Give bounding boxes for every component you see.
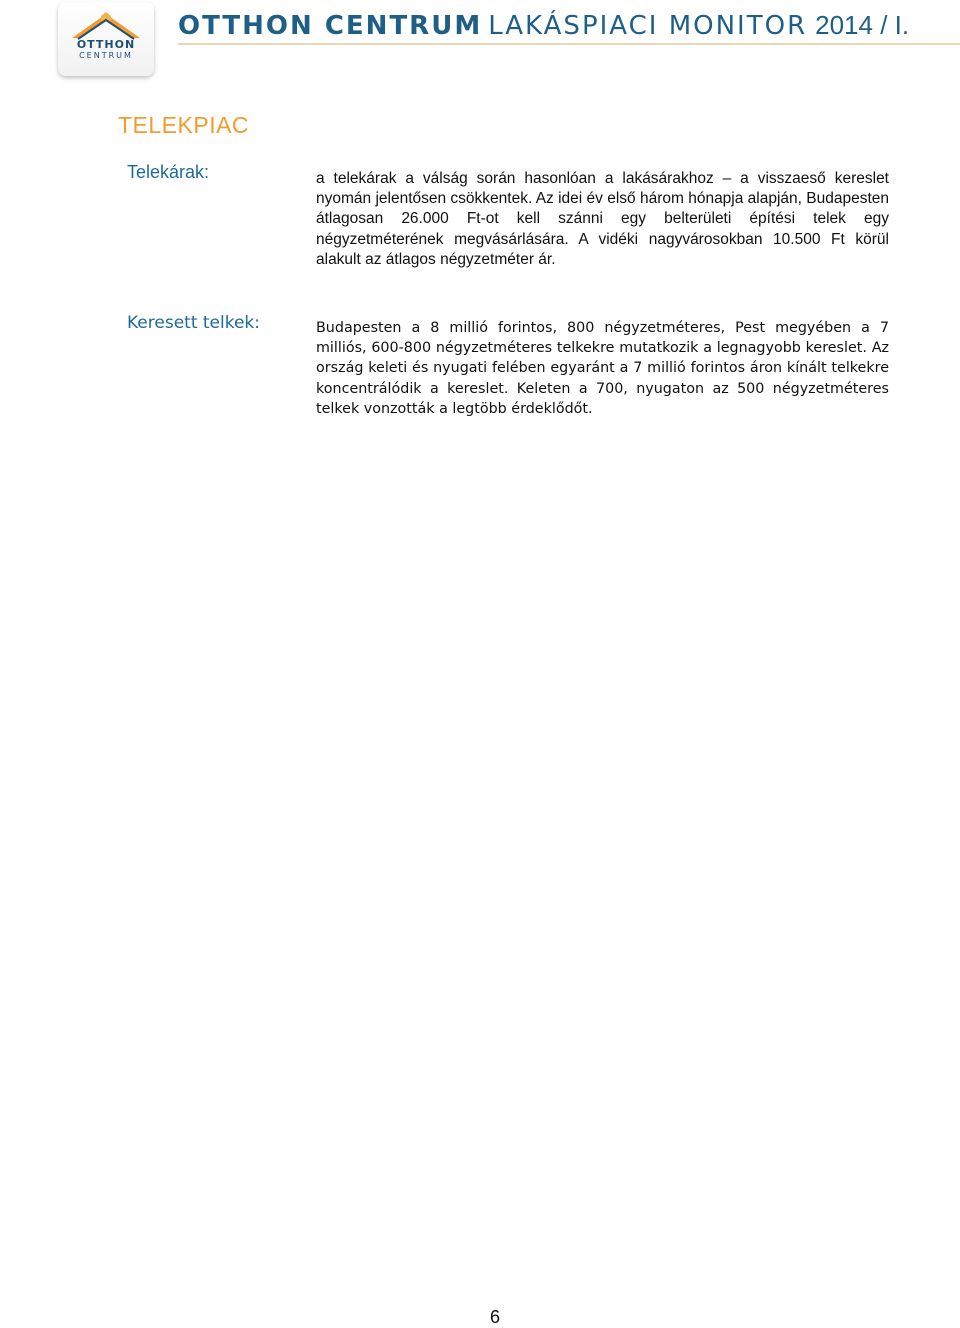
header-subtitle: LAKÁSPIACI MONITOR [488, 11, 808, 41]
header-title [178, 8, 909, 43]
header-issue: 2014 / I. [815, 10, 910, 40]
label-keresett-telkek: Keresett telkek: [127, 313, 261, 333]
label-telekarak: Telekárak: [127, 162, 210, 182]
page-header [0, 0, 960, 80]
section-title: TELEKPIAC [118, 112, 250, 138]
page-number: 6 [490, 1307, 501, 1327]
house-roof-icon [68, 8, 144, 42]
paragraph-keresett-telkek: Budapesten a 8 millió forintos, 800 négyzetméteres, Pest megyében a 7 milliós, 600-800 négyzetméteres telkekre mutatkozik a legnagyobb kereslet. Az ország keleti és nyugati felében egyaránt a 7 millió forintos áron kínált telkekre koncentrálódik a kereslet. Keleten a 700, nyugaton az 500 négyzetméteres telkek vonzották a legtöbb érdeklődőt. [316, 320, 889, 417]
logo-text-otthon: OTTHON [76, 38, 136, 51]
otthon-centrum-logo [58, 2, 154, 76]
logo-text-centrum: CENTRUM [79, 51, 133, 60]
paragraph-telekarak: a telekárak a válság során hasonlóan a lakásárakhoz – a visszaeső kereslet nyomán jelentősen csökkentek. Az idei év első három hónapja alapján, Budapesten átlagosan 26.000 Ft-ot kell szánni egy belterületi építési telek egy négyzetméterének megvásárlására. A vidéki nagyvárosokban 10.500 Ft körül alakult az átlagos négyzetméter ár. [316, 170, 890, 268]
header-divider [178, 43, 960, 45]
header-brand: OTTHON CENTRUM [178, 11, 483, 41]
